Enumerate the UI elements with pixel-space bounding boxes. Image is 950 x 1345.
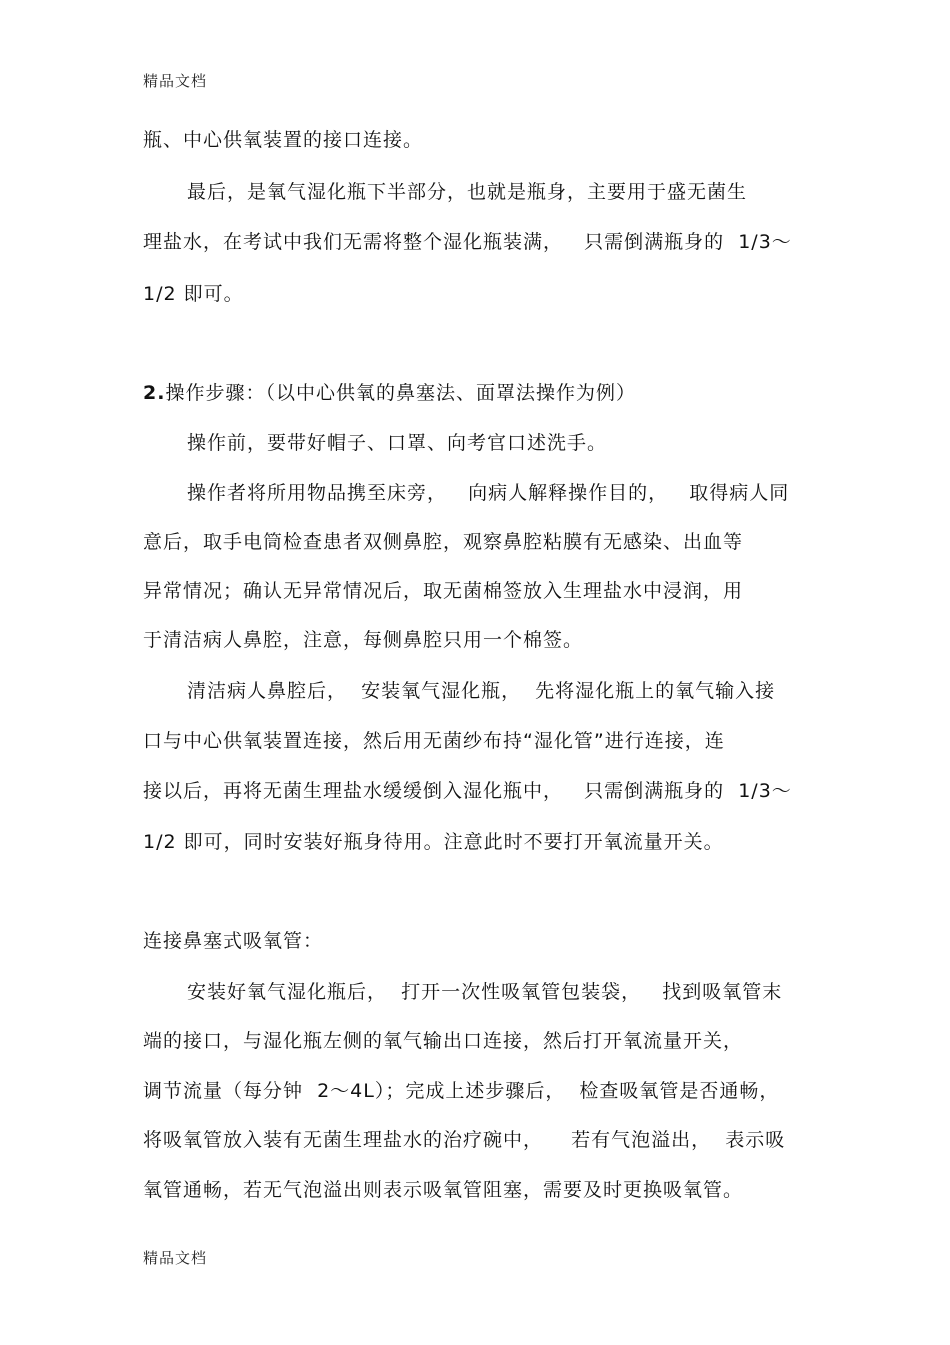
subheading: 连接鼻塞式吸氧管： (143, 930, 324, 952)
text-line: 操作前，要带好帽子、口罩、向考官口述洗手。 (187, 432, 608, 454)
text-line: 端的接口，与湿化瓶左侧的氧气输出口连接，然后打开氧流量开关， (143, 1030, 744, 1052)
text-line: 口与中心供氧装置连接，然后用无菌纱布持“湿化管”进行连接，连 (143, 730, 725, 752)
text-line: 异常情况；确认无异常情况后，取无菌棉签放入生理盐水中浸润，用 (143, 580, 744, 602)
text-line: 将吸氧管放入装有无菌生理盐水的治疗碗中， 若有气泡溢出， 表示吸 (143, 1129, 786, 1151)
page-header: 精品文档 (143, 72, 208, 90)
text-line: 接以后，再将无菌生理盐水缓缓倒入湿化瓶中， 只需倒满瓶身的 1/3～ (143, 780, 792, 802)
text-line: 1/2 即可。 (143, 283, 244, 305)
text-line: 氧管通畅，若无气泡溢出则表示吸氧管阻塞，需要及时更换吸氧管。 (143, 1179, 744, 1201)
text-line: 调节流量（每分钟 2～4L）；完成上述步骤后， 检查吸氧管是否通畅， (143, 1080, 780, 1102)
text-line: 操作者将所用物品携至床旁， 向病人解释操作目的， 取得病人同 (187, 482, 790, 504)
text-line: 安装好氧气湿化瓶后， 打开一次性吸氧管包装袋， 找到吸氧管末 (187, 981, 783, 1003)
text-line: 意后，取手电筒检查患者双侧鼻腔，观察鼻腔粘膜有无感染、出血等 (143, 531, 744, 553)
section-title: 操作步骤：（以中心供氧的鼻塞法、面罩法操作为例） (165, 382, 636, 404)
text-line: 理盐水，在考试中我们无需将整个湿化瓶装满， 只需倒满瓶身的 1/3～ (143, 231, 792, 253)
text-line: 1/2 即可，同时安装好瓶身待用。注意此时不要打开氧流量开关。 (143, 831, 724, 853)
page-footer: 精品文档 (143, 1249, 208, 1267)
text-line: 最后，是氧气湿化瓶下半部分，也就是瓶身，主要用于盛无菌生 (187, 181, 748, 203)
text-line: 瓶、中心供氧装置的接口连接。 (143, 129, 424, 151)
section-heading (143, 381, 636, 405)
section-number: 2. (143, 382, 166, 404)
text-line: 清洁病人鼻腔后， 安装氧气湿化瓶， 先将湿化瓶上的氧气输入接 (187, 680, 776, 702)
text-line: 于清洁病人鼻腔，注意，每侧鼻腔只用一个棉签。 (143, 629, 584, 651)
